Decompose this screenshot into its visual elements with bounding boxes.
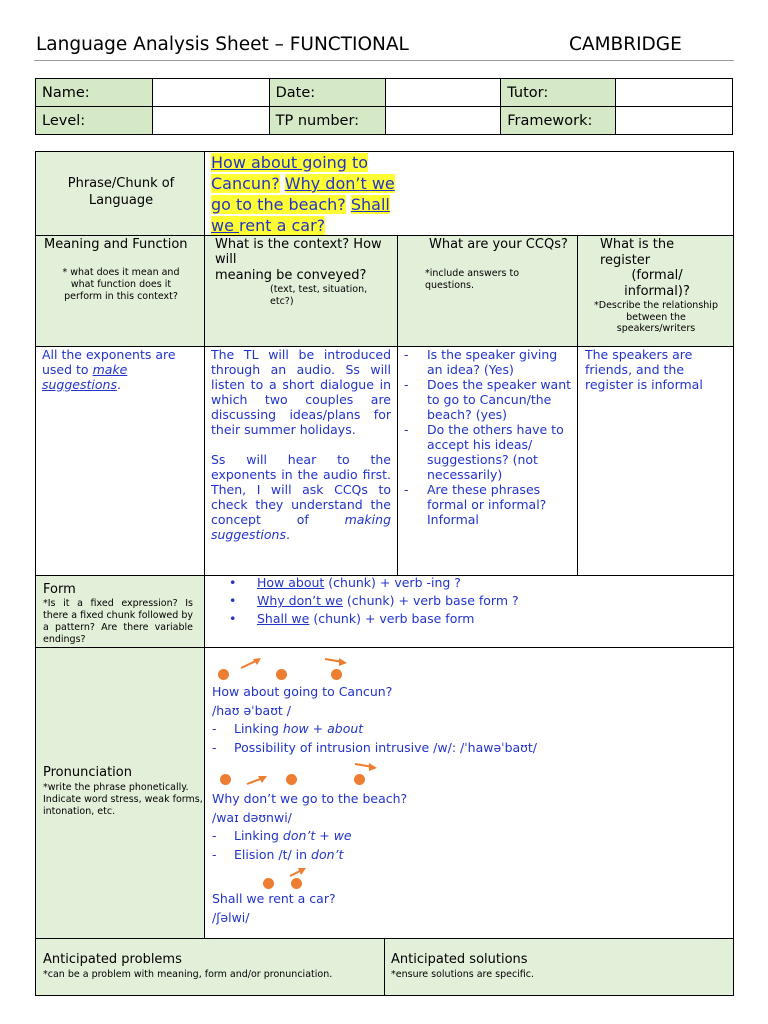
framework-field[interactable] xyxy=(616,107,733,135)
phrase-cell xyxy=(204,151,734,236)
date-label: Date: xyxy=(269,79,385,107)
context-body-2 xyxy=(211,452,391,542)
ccq-item: - Does the speaker want to go to Cancun/the beach? (yes) xyxy=(404,377,572,422)
context-heading-cell xyxy=(204,235,398,347)
ccq-content-cell xyxy=(397,346,578,576)
problems-note: *can be a problem with meaning, form and/or pronunciation. xyxy=(43,969,333,980)
date-field[interactable] xyxy=(385,79,501,107)
tp-field[interactable] xyxy=(385,107,501,135)
phrase-going: going to Cancun? xyxy=(211,153,369,193)
falling-arrow-icon xyxy=(323,656,349,668)
meaning-body xyxy=(42,347,194,392)
solutions-heading: Anticipated solutions xyxy=(391,952,528,967)
register-body: The speakers are friends, and the register is informal xyxy=(585,347,703,392)
pron-sentence-3: Shall we rent a car? xyxy=(212,891,336,906)
ccq-item: - Is the speaker giving an idea? (Yes) xyxy=(404,347,558,377)
phrase-label: Phrase/Chunk of Language xyxy=(67,176,175,208)
level-label: Level: xyxy=(36,107,153,135)
pron-point: - Linking how + about xyxy=(212,721,364,736)
register-note: *Describe the relationship between the speakers/writers xyxy=(594,300,718,334)
stress-dot-icon xyxy=(291,878,302,889)
form-item: • How about (chunk) + verb -ing ? xyxy=(229,575,461,590)
pron-note: *write the phrase phonetically. Indicate word stress, weak forms, intonation, etc. xyxy=(43,782,203,817)
meaning-body-text: All the exponents are used to xyxy=(42,347,176,377)
ccq-list xyxy=(402,347,574,527)
form-heading-cell xyxy=(35,575,205,648)
register-heading-1: What is the register xyxy=(600,237,675,268)
context-heading-2: meaning be conveyed? xyxy=(215,268,367,283)
phrase-why-dont-we: Why don’t we xyxy=(284,174,395,193)
pron-text xyxy=(212,890,727,927)
framework-label: Framework: xyxy=(501,107,616,135)
problems-cell xyxy=(35,938,385,996)
stress-dot-icon xyxy=(276,669,287,680)
stress-dot-icon xyxy=(286,774,297,785)
tp-label: TP number: xyxy=(269,107,385,135)
ccq-heading: What are your CCQs? xyxy=(429,237,568,252)
phrase-go-beach: go to the beach? xyxy=(211,195,346,214)
rising-arrow-icon xyxy=(288,866,308,878)
meaning-content-cell xyxy=(35,346,205,576)
level-field[interactable] xyxy=(152,107,269,135)
context-content-cell xyxy=(204,346,398,576)
meaning-heading: Meaning and Function xyxy=(44,237,188,252)
pron-ipa-1: /haʊ əˈbaʊt / xyxy=(212,702,292,718)
pron-point: - Possibility of intrusion intrusive /w/: /ˈhawəˈbaʊt/ xyxy=(212,739,538,755)
header-divider xyxy=(34,60,734,61)
register-content-cell xyxy=(577,346,734,576)
form-note: *Is it a fixed expression? Is there a fixed chunk followed by a pattern? Are there variable endings? xyxy=(43,598,193,645)
pron-text xyxy=(212,683,727,757)
pron-sentence-1: How about going to Cancun? xyxy=(212,684,393,699)
rising-arrow-icon xyxy=(245,774,269,786)
solutions-cell xyxy=(384,938,734,996)
meaning-body-end: . xyxy=(116,377,121,392)
problems-heading: Anticipated problems xyxy=(43,952,182,967)
stress-dot-icon xyxy=(331,669,342,680)
form-list xyxy=(229,574,519,628)
name-field[interactable] xyxy=(152,79,269,107)
tutor-field[interactable] xyxy=(616,79,733,107)
brand-name: CAMBRIDGE xyxy=(569,34,682,55)
stress-dot-icon xyxy=(263,878,274,889)
stress-dot-icon xyxy=(354,774,365,785)
pron-text xyxy=(212,790,727,864)
phrase-how-about: How about xyxy=(211,153,303,172)
pron-content-cell xyxy=(204,647,734,939)
phrase-label-cell xyxy=(35,151,205,236)
name-label: Name: xyxy=(36,79,153,107)
pron-ipa-3: /ʃəlwi/ xyxy=(212,909,250,925)
ccq-item: - Are these phrases formal or informal? Informal xyxy=(404,482,547,527)
context-body-2-end: . xyxy=(285,527,290,542)
pron-heading-cell xyxy=(35,647,205,939)
falling-arrow-icon xyxy=(353,761,379,773)
ccq-heading-cell xyxy=(397,235,578,347)
phrase-shall-we: Shall we xyxy=(211,195,390,235)
meaning-heading-cell xyxy=(35,235,205,347)
info-table xyxy=(35,78,733,135)
sheet-title: Language Analysis Sheet – FUNCTIONAL xyxy=(36,34,409,55)
phrase-rent-car: rent a car? xyxy=(239,216,326,235)
context-body-2-emphasis: making suggestions xyxy=(211,512,391,542)
rising-arrow-icon xyxy=(239,656,263,670)
pron-sentence-2: Why don’t we go to the beach? xyxy=(212,791,408,806)
form-item: • Shall we (chunk) + verb base form xyxy=(229,611,475,626)
form-item: • Why don’t we (chunk) + verb base form ? xyxy=(229,593,519,608)
pron-point: - Linking don’t + we xyxy=(212,828,352,843)
pron-ipa-2: /waɪ dəʊnwi/ xyxy=(212,809,292,825)
ccq-item: - Do the others have to accept his ideas/ suggestions? (not necessarily) xyxy=(404,422,564,482)
context-body-1: The TL will be introduced through an audio. Ss will listen to a short dialogue in which two couples are discussing ideas/plans for their summer holidays. xyxy=(211,347,391,437)
context-body-2-text: Ss will hear to the exponents in the audio first. Then, I will ask CCQs to check they understand the concept of xyxy=(211,452,391,527)
meaning-body-emphasis: make suggestions xyxy=(42,362,128,392)
tutor-label: Tutor: xyxy=(501,79,616,107)
pron-point: - Elision /t/ in don’t xyxy=(212,846,344,862)
pron-heading: Pronunciation xyxy=(43,765,132,780)
form-content-cell xyxy=(204,575,734,648)
stress-dot-icon xyxy=(218,669,229,680)
phrase-text xyxy=(211,152,401,236)
stress-dot-icon xyxy=(220,774,231,785)
ccq-note: *include answers to questions. xyxy=(425,268,520,291)
form-heading: Form xyxy=(43,582,76,597)
solutions-note: *ensure solutions are specific. xyxy=(391,969,535,980)
context-heading-1: What is the context? How will xyxy=(215,237,382,267)
context-note: (text, test, situation, etc?) xyxy=(270,284,368,307)
meaning-note: * what does it mean and what function does it perform in this context? xyxy=(62,267,180,302)
register-heading-2: (formal/ informal)? xyxy=(624,268,690,299)
register-heading-cell xyxy=(577,235,734,347)
